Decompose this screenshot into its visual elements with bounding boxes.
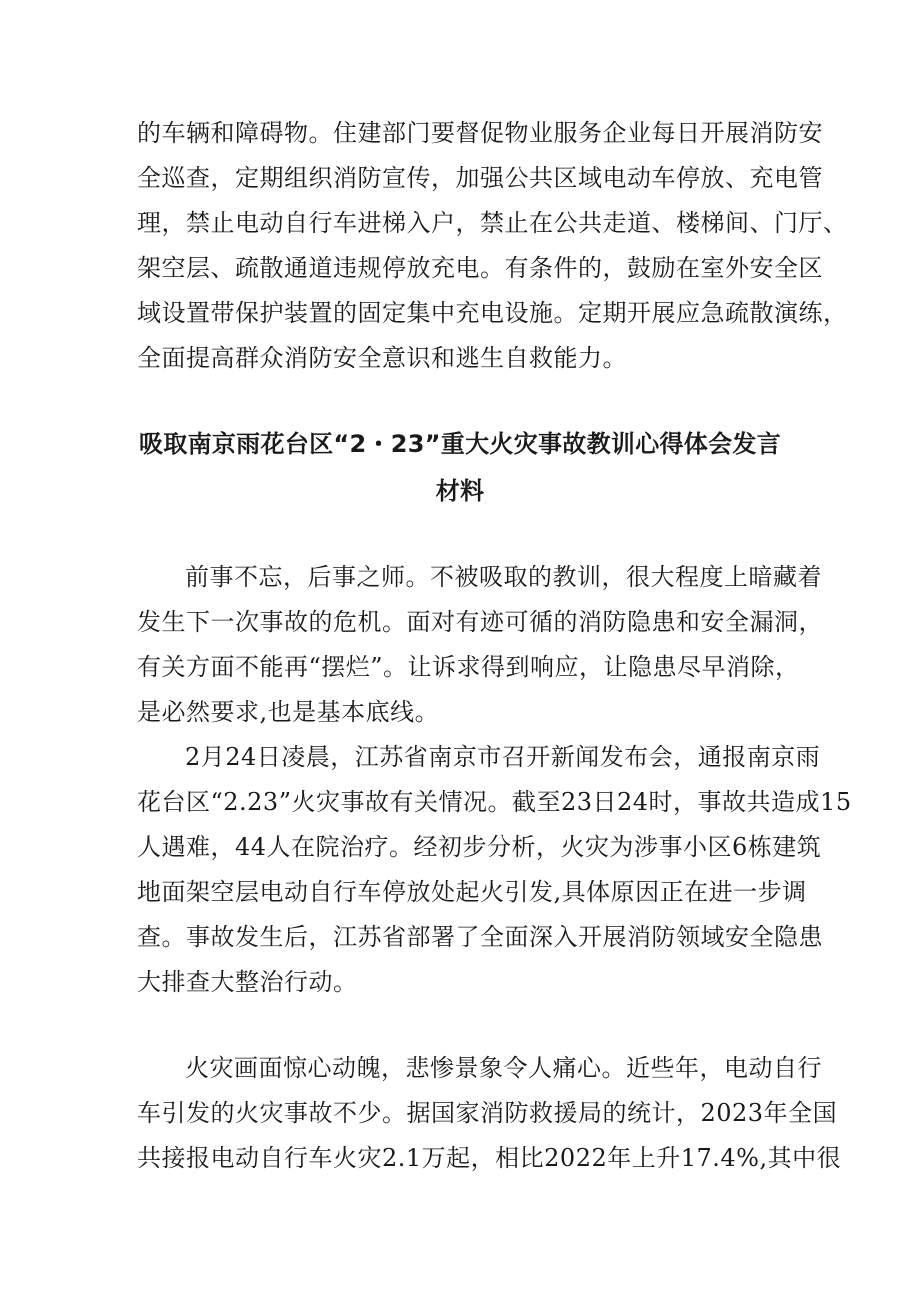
text-line: 发生下一次事故的危机。面对有迹可循的消防隐患和安全漏洞，	[137, 608, 823, 636]
text-line: 架空层、疏散通道违规停放充电。有条件的，鼓励在室外安全区	[137, 254, 823, 282]
text-line: 全巡查，定期组织消防宣传，加强公共区域电动车停放、充电管	[137, 164, 823, 192]
text-line: 理，禁止电动自行车进梯入户，禁止在公共走道、楼梯间、门厅、	[137, 209, 848, 237]
text-line: 大排查大整治行动。	[137, 968, 358, 996]
text-line: 前事不忘，后事之师。不被吸取的教训，很大程度上暗藏着	[185, 563, 822, 591]
text-line: 查。事故发生后，江苏省部署了全面深入开展消防领域安全隐患	[137, 923, 823, 951]
text-line: 地面架空层电动自行车停放处起火引发,具体原因正在进一步调	[137, 878, 807, 906]
text-line: 车引发的火灾事故不少。据国家消防救援局的统计，2023年全国	[137, 1099, 838, 1127]
title-line-2: 材料	[435, 477, 485, 505]
title-line-1: 吸取南京雨花台区“2・23”重大火灾事故教训心得体会发言	[138, 430, 782, 458]
text-line: 有关方面不能再“摆烂”。让诉求得到响应，让隐患尽早消除，	[137, 653, 800, 681]
text-line: 的车辆和障碍物。住建部门要督促物业服务企业每日开展消防安	[137, 119, 823, 147]
text-line: 花台区“2.23”火灾事故有关情况。截至23日24时，事故共造成15	[137, 788, 852, 816]
text-line: 2月24日凌晨，江苏省南京市召开新闻发布会，通报南京雨	[185, 743, 821, 771]
text-line: 全面提高群众消防安全意识和逃生自救能力。	[137, 344, 627, 372]
text-line: 人遇难，44人在院治疗。经初步分析，火灾为涉事小区6栋建筑	[137, 833, 822, 861]
text-line: 火灾画面惊心动魄，悲惨景象令人痛心。近些年，电动自行	[185, 1054, 822, 1082]
text-line: 共接报电动自行车火灾2.1万起，相比2022年上升17.4%,其中很	[137, 1144, 842, 1172]
text-line: 域设置带保护装置的固定集中充电设施。定期开展应急疏散演练，	[137, 299, 848, 327]
text-line: 是必然要求,也是基本底线。	[137, 698, 440, 726]
